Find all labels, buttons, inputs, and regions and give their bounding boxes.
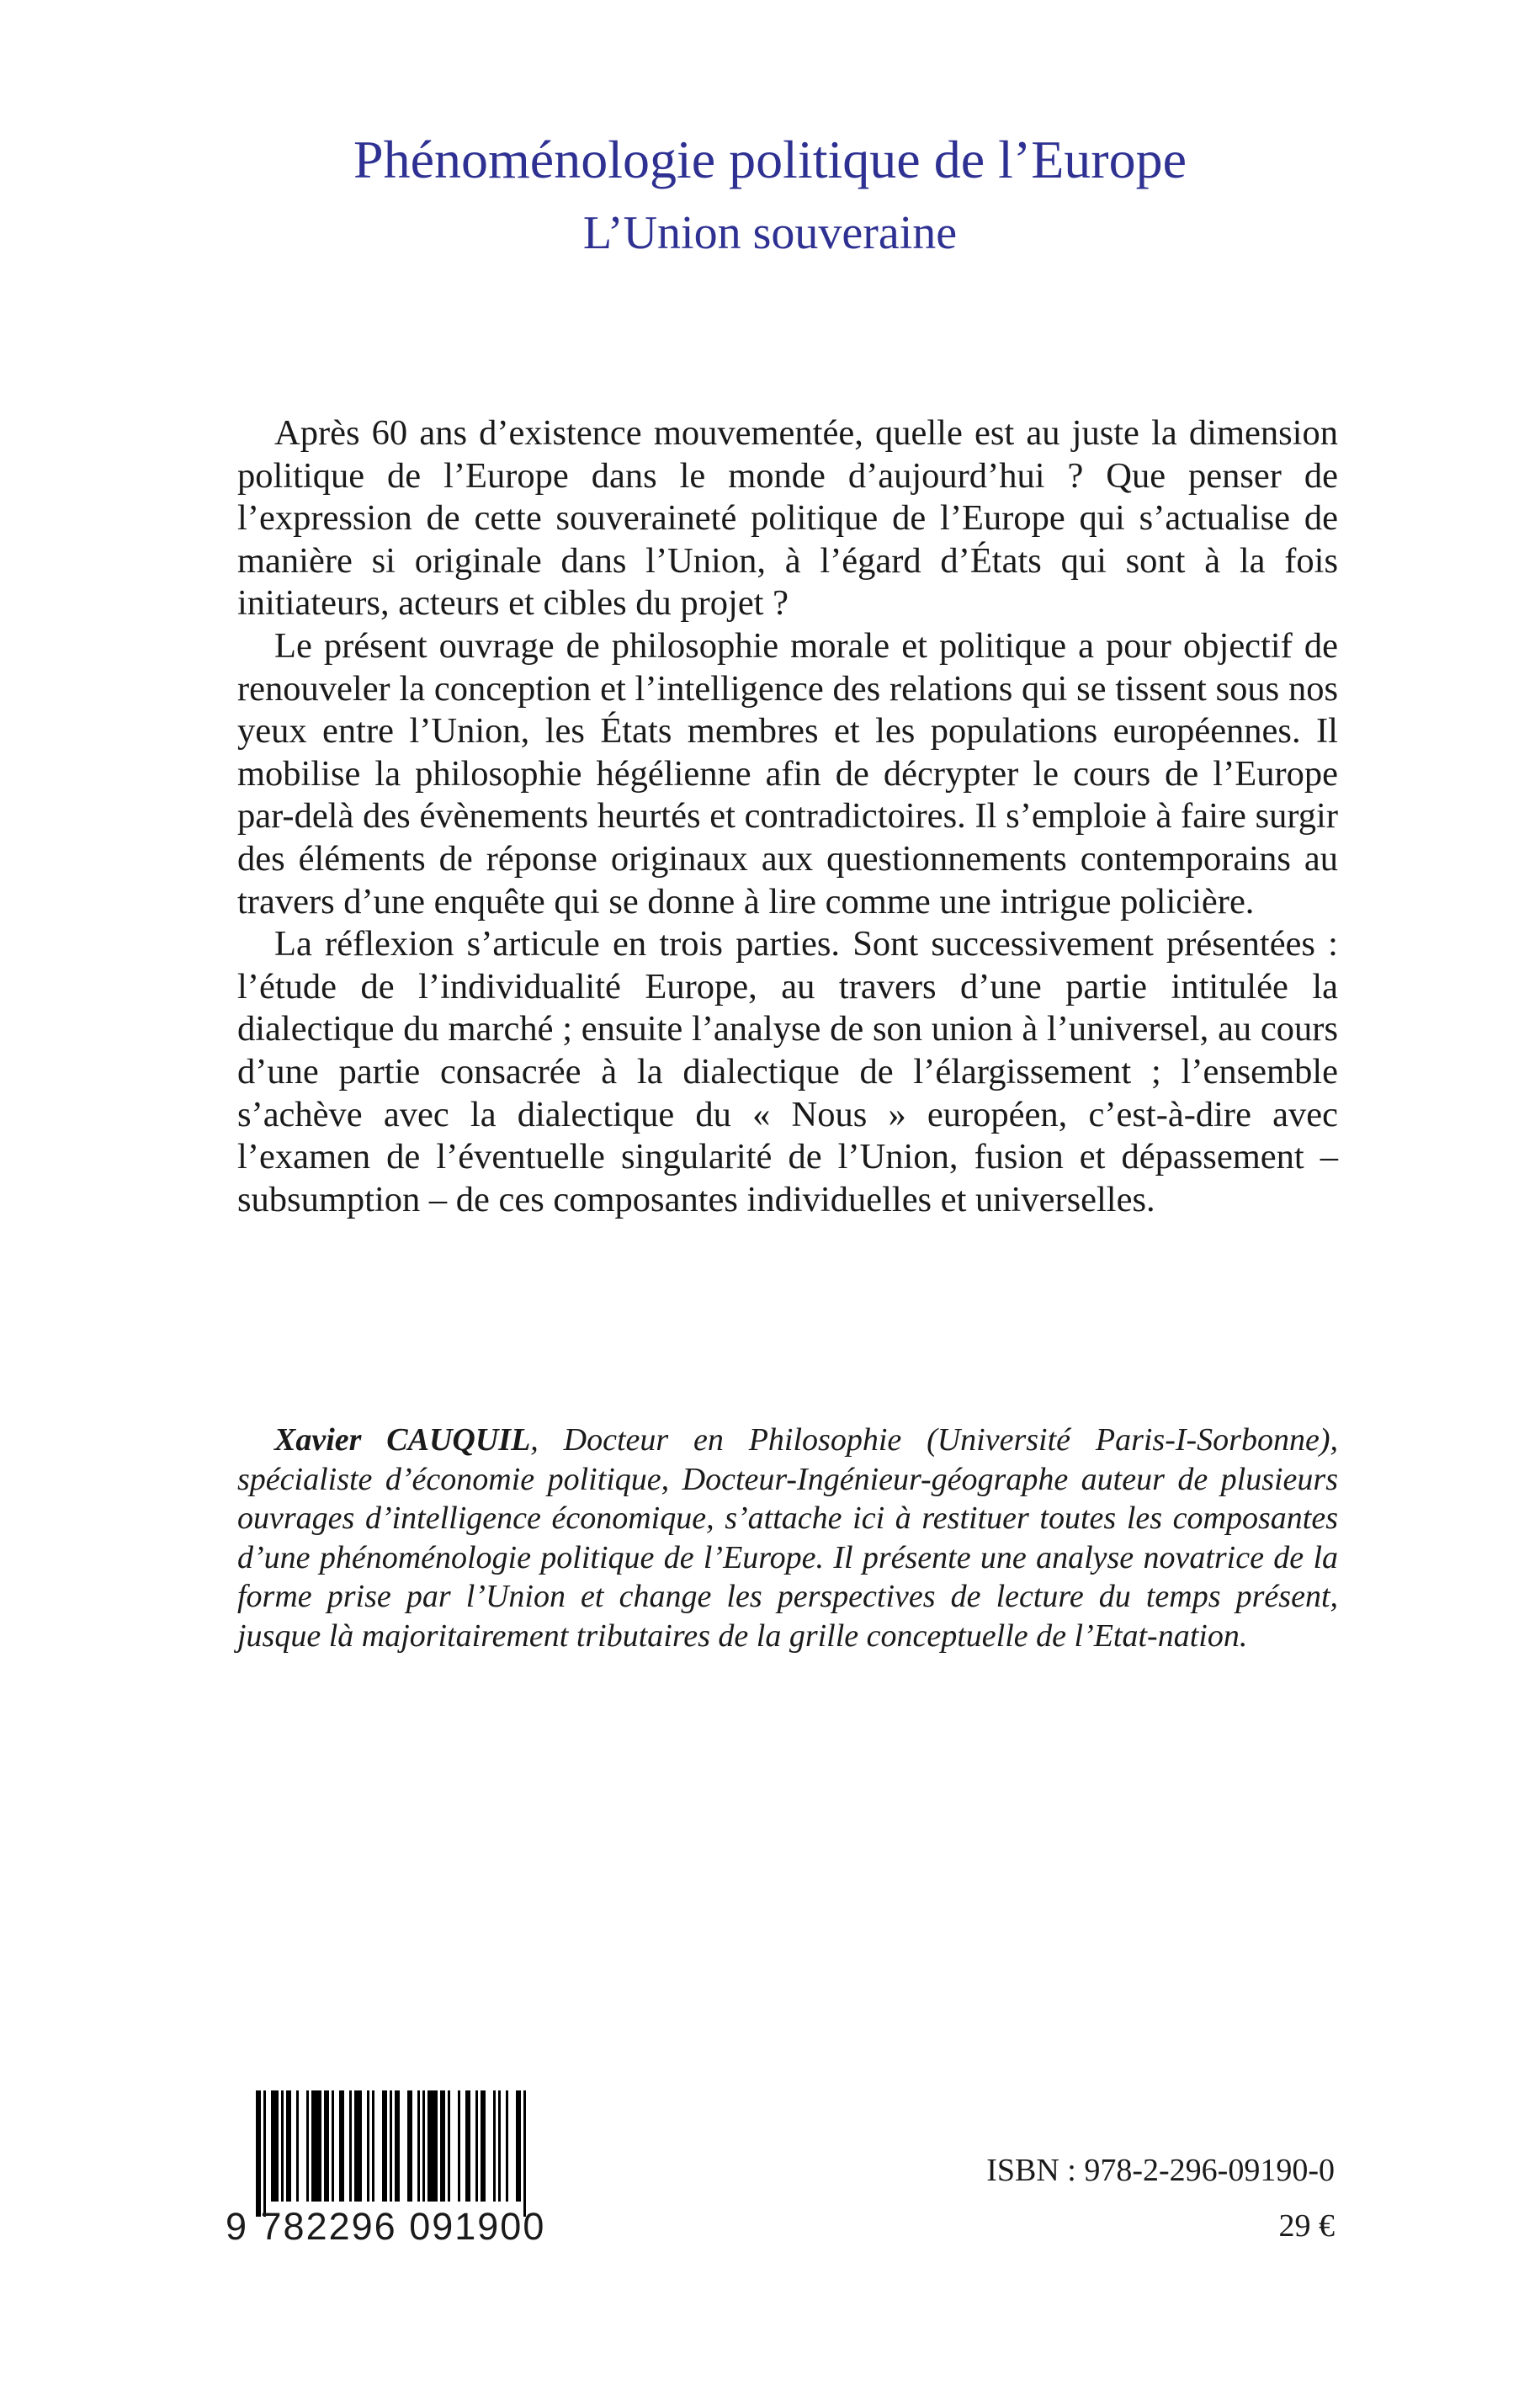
barcode-bar bbox=[493, 2090, 496, 2202]
barcode-bar bbox=[382, 2090, 387, 2202]
barcode-bar bbox=[448, 2090, 450, 2202]
summary-paragraph: Le présent ouvrage de philosophie morale et politique a pour objectif de renouveler la conception et l’intelligence des relations qui se tissent sous nos yeux entre l’Union, les États membres et les populations européennes. Il mobilise la philosophie hégélienne afin de décrypter le cours de l’Europe par-delà des évènements heurtés et contradictoires. Il s’emploie à faire surgir des éléments de réponse originaux aux questionnements contemporains au travers d’une enquête qui se donne à lire comme une intrigue policière. bbox=[237, 625, 1338, 922]
barcode-bar bbox=[458, 2090, 460, 2202]
author-bio-text: , Docteur en Philosophie (Université Paris-I-Sorbonne), spécialiste d’économie politique, Docteur-Ingénieur-géographe auteur de plusieurs ouvrages d’intelligence économique, s’attache ici à restituer toutes les composantes d’une phénoménologie politique de l’Europe. Il présente une analyse novatrice de la forme prise par l’Union et change les perspectives de lecture du temps présent, jusque là majoritairement tributaires de la grille conceptuelle de l’Etat-nation. bbox=[237, 1422, 1338, 1654]
book-summary bbox=[237, 412, 1338, 1221]
barcode-bar bbox=[506, 2090, 508, 2202]
book-subtitle: L’Union souveraine bbox=[582, 207, 958, 259]
barcode-bar bbox=[440, 2090, 445, 2202]
barcode-bar bbox=[367, 2090, 369, 2202]
barcode-bar bbox=[349, 2090, 352, 2202]
barcode-bar bbox=[427, 2090, 438, 2202]
barcode-bar bbox=[498, 2090, 501, 2202]
barcode-bar bbox=[354, 2090, 362, 2202]
summary-paragraph: Après 60 ans d’existence mouvementée, quelle est au juste la dimension politique de l’Europe dans le monde d’aujourd’hui ? Que penser de l’expression de cette souveraineté politique de l’Europe qui s’actualise de manière si originale dans l’Union, à l’égard d’États qui sont à la fois initiateurs, acteurs et cibles du projet ? bbox=[237, 413, 1338, 624]
barcode-bar bbox=[306, 2090, 309, 2202]
barcode-bar bbox=[372, 2090, 374, 2202]
barcode-bar bbox=[339, 2090, 344, 2202]
barcode-bar bbox=[516, 2090, 521, 2202]
barcode-bar bbox=[422, 2090, 425, 2202]
barcode-bar bbox=[390, 2090, 392, 2202]
barcode bbox=[226, 2090, 577, 2255]
barcode-bar bbox=[256, 2090, 261, 2217]
isbn: ISBN : 978-2-296-09190-0 bbox=[986, 2153, 1335, 2188]
barcode-bar bbox=[296, 2090, 299, 2202]
author-name: Xavier CAUQUIL bbox=[274, 1422, 531, 1458]
barcode-bar bbox=[475, 2090, 478, 2202]
summary-paragraph: La réflexion s’articule en trois parties. Sont successivement présentées : l’étude de l’individualité Europe, au travers d’une partie intitulée la dialectique du marché ; ensuite l’analyse de son union à l’universel, au cours d’une partie consacrée à la dialectique de l’élargissement ; l’ensemble s’achève avec la dialectique du « Nous » européen, c’est-à-dire avec l’examen de l’éventuelle singularité de l’Union, fusion et dépassement – subsumption – de ces composantes individuelles et universelles. bbox=[237, 924, 1338, 1219]
barcode-bar bbox=[263, 2090, 266, 2217]
barcode-bar bbox=[332, 2090, 334, 2202]
barcode-bar bbox=[465, 2090, 470, 2202]
barcode-bars bbox=[226, 2090, 577, 2217]
barcode-bar bbox=[407, 2090, 412, 2202]
barcode-bar bbox=[523, 2090, 526, 2217]
author-bio bbox=[237, 1421, 1338, 1655]
barcode-bar bbox=[311, 2090, 321, 2202]
barcode-bar bbox=[271, 2090, 279, 2202]
barcode-bar bbox=[481, 2090, 486, 2202]
price: 29 € bbox=[1278, 2208, 1335, 2244]
book-title: Phénoménologie politique de l’Europe bbox=[353, 130, 1187, 189]
barcode-digits: 9 782296 091900 bbox=[226, 2205, 546, 2248]
barcode-bar bbox=[281, 2090, 284, 2202]
barcode-bar bbox=[324, 2090, 329, 2202]
barcode-bar bbox=[395, 2090, 400, 2202]
barcode-bar bbox=[417, 2090, 420, 2202]
barcode-bar bbox=[286, 2090, 291, 2202]
